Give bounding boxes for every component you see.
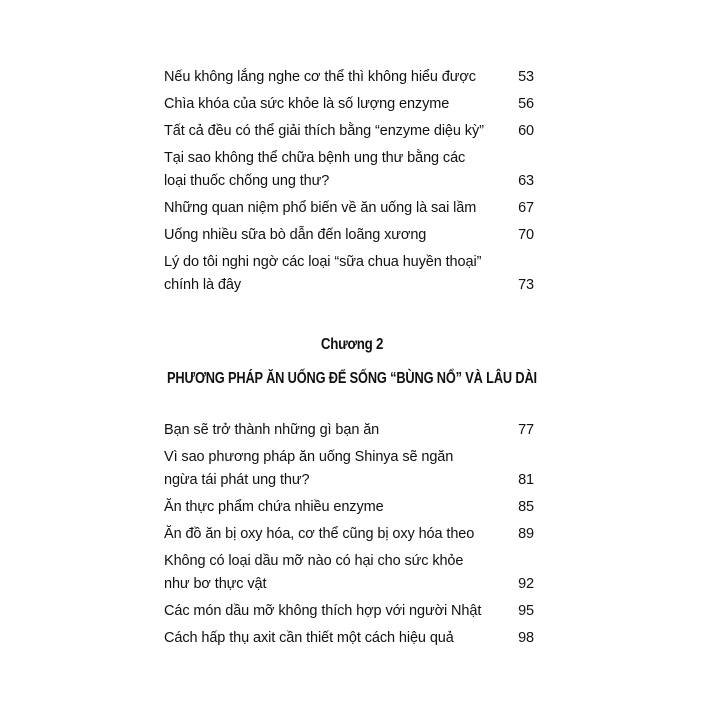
toc-entry-page: 92	[518, 576, 534, 592]
toc-entry-title: Nếu không lắng nghe cơ thể thì không hiểu được	[164, 69, 476, 85]
toc-entry-title: Tất cả đều có thể giải thích bằng “enzyme diệu kỳ”	[164, 123, 484, 139]
chapter-number: Chương 2	[320, 336, 384, 353]
toc-entry	[164, 600, 538, 623]
toc-entry-title: Ăn đồ ăn bị oxy hóa, cơ thể cũng bị oxy hóa theo	[164, 526, 475, 542]
toc-entry	[164, 120, 538, 143]
toc-entry-title: Bạn sẽ trở thành những gì bạn ăn	[164, 422, 380, 438]
toc-entry-page: 85	[518, 499, 534, 515]
toc-entry	[164, 224, 538, 247]
chapter-title: PHƯƠNG PHÁP ĂN UỐNG ĐỂ SỐNG “BÙNG NỔ” VÀ LÂU DÀI	[167, 370, 537, 387]
toc-entry	[164, 446, 538, 492]
toc-entry-title: Uống nhiều sữa bò dẫn đến loãng xương	[164, 227, 427, 243]
toc-entry-page: 95	[518, 603, 534, 619]
toc-entry-page: 77	[518, 422, 534, 438]
toc-list-chapter-2	[164, 419, 538, 650]
toc-entry-page: 60	[518, 123, 534, 139]
toc-entry	[164, 627, 538, 650]
toc-entry-page: 98	[518, 630, 534, 646]
toc-entry	[164, 523, 538, 546]
toc-entry-title: Không có loại dầu mỡ nào có hại cho sức khỏe như bơ thực vật	[164, 553, 464, 592]
toc-entry	[164, 550, 538, 596]
toc-entry-title: Vì sao phương pháp ăn uống Shinya sẽ ngăn ngừa tái phát ung thư?	[164, 449, 454, 488]
toc-entry-page: 56	[518, 96, 534, 112]
toc-entry-title: Những quan niệm phổ biến về ăn uống là sai lầm	[164, 200, 477, 216]
toc-entry-page: 53	[518, 69, 534, 85]
toc-entry	[164, 147, 538, 193]
toc-entry	[164, 496, 538, 519]
toc-entry-page: 73	[518, 277, 534, 293]
toc-entry-page: 67	[518, 200, 534, 216]
toc-entry-title: Lý do tôi nghi ngờ các loại “sữa chua huyền thoại” chính là đây	[164, 254, 482, 293]
toc-entry-page: 63	[518, 173, 534, 189]
toc-entry-title: Cách hấp thụ axit cần thiết một cách hiệu quả	[164, 630, 454, 646]
toc-entry-title: Tại sao không thể chữa bệnh ung thư bằng các loại thuốc chống ung thư?	[164, 150, 466, 189]
toc-entry-page: 81	[518, 472, 534, 488]
toc-entry-title: Các món dầu mỡ không thích hợp với người Nhật	[164, 603, 482, 619]
toc-entry	[164, 251, 538, 297]
toc-entry	[164, 419, 538, 442]
toc-entry	[164, 197, 538, 220]
toc-entry-page: 70	[518, 227, 534, 243]
toc-entry	[164, 93, 538, 116]
toc-entry	[164, 66, 538, 89]
toc-entry-title: Chìa khóa của sức khỏe là số lượng enzyme	[164, 96, 450, 112]
toc-list-chapter-1	[164, 66, 538, 297]
toc-entry-page: 89	[518, 526, 534, 542]
toc-entry-title: Ăn thực phẩm chứa nhiều enzyme	[164, 499, 384, 515]
